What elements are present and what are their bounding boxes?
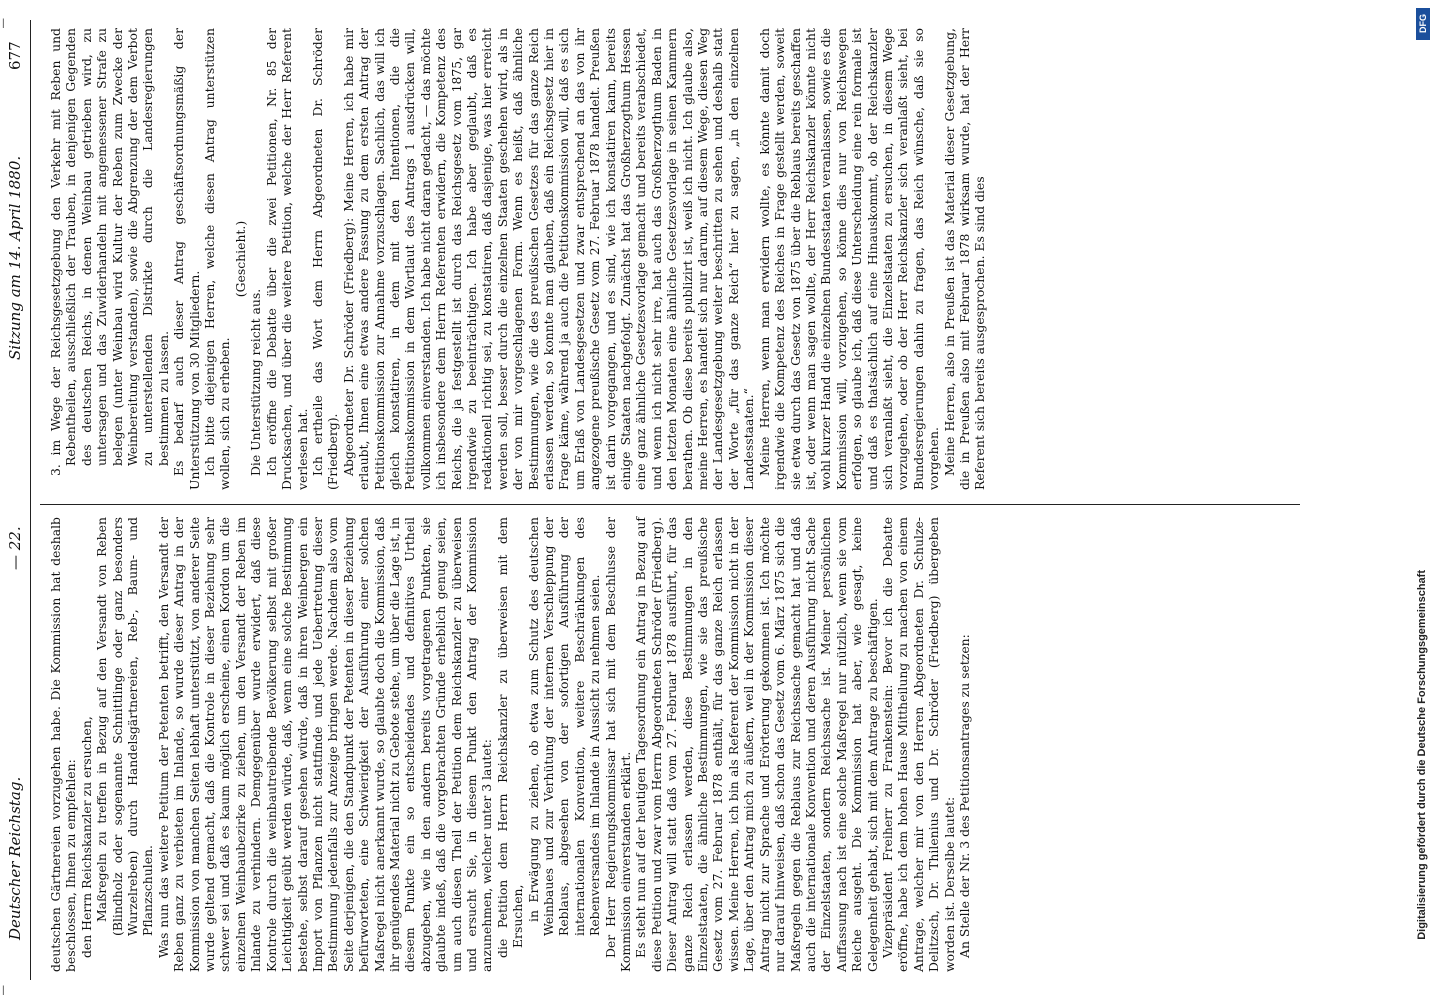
paragraph: Was nun das weitere Petitum der Petenten betrifft, den Versandt der Reben ganz zu verbieten im Inlande, so wurde dieser Antrag in der Kommission von manchen Seiten lebhaft unterstützt, von anderer Seite wurde geltend gemacht, daß die Kontrole in dieser Beziehung sehr schwer sei und daß es kaum möglich erscheine, einen Kordon um die einzelnen Weinbaubezirke zu ziehen, um den Versandt der Reben im Inlande zu verhindern. Demgegenüber wurde erwidert, daß diese Kontrole durch die weinbautreibende Bevölkerung selbst mit großer Leichtigkeit geübt werden würde, daß, wenn eine solche Bestimmung bestehe, selbst darauf gesehen würde, daß in ihren Weinbergen ein Import von Pflanzen nicht stattfinde und jede Uebertretung dieser Bestimmung jedenfalls zur Anzeige bringen werde. Nachdem also vom Seite derjenigen, die den Standpunkt der Petenten in dieser Beziehung befürworteten, eine Schwierigkeit der Ausführung einer solchen Maßregel nicht anerkannt wurde, so glaubte doch die Kommission, daß ihr genügendes Material nicht zu Gebote stehe, um über die Lage ist, in diesem Punkte ein so entscheidendes und definitives Urtheil abzugeben, wie in den andern bereits vorgetragenen Punkten, sie glaubte indeß, daß die vorgebrachten Gründe erheblich genug seien, um auch diesen Theil der Petition dem Reichskanzler zu überweisen und ersucht Sie, in diesem Punkt den Antrag der Kommission anzunehmen, welcher unter 3 lautet: xyxy=(155,517,495,972)
paragraph: Maßregeln zu treffen in Bezug auf den Versandt von Reben (Blindholz oder sogenannte Schnittlinge oder ganz besonders Wurzelreben) durch Handelsgärtnereien, Reb-, Baum- und Pflanzschulen. xyxy=(94,517,156,936)
paragraph: Ich eröffne die Debatte über die zwei Petitionen, Nr. 85 der Drucksachen, und über die weitere Petition, welche der Herr Referent verlesen hat. xyxy=(263,28,310,490)
column-rule xyxy=(40,504,1300,505)
paragraph: Abgeordneter Dr. Schröder (Friedberg): Meine Herren, ich habe mir erlaubt, Ihnen eine etwas andere Fassung zu dem ersten Antrag der Petitionskommission zur Annahme vorzuschlagen. Sachlich, das will ich gleich konstatiren, in dem mit den Intentionen, die die Petitionskommission in dem Wortlaut des Antrags 1 ausdrücken will, vollkommen einverstanden. Ich habe nicht daran gedacht, — das möchte ich insbesondere dem Herrn Referenten erwidern, die Kompetenz des Reichs, die ja festgestellt ist durch das Reichsgesetz vom 1875, gar irgendwie zu beeinträchtigen. Ich habe aber geglaubt, daß es redaktionell richtig sei, zu konstatiren, daß dasjenige, was hier erreicht werden soll, besser durch die einzelnen Staaten geschehen wird, als in der von mir vorgeschlagenen Form. Wenn es heißt, daß ähnliche Bestimmungen, wie die des preußischen Gesetzes für das ganze Reich erlassen werden, so konnte man glauben, daß ein Reichsgesetz hier in Frage käme, während ja auch die Petitionskommission will, daß es sich um Erlaß von Landesgesetzen und zwar entsprechend an das von ihr angezogene preußische Gesetz vom 27. Februar 1878 handelt. Preußen ist darin vorgegangen, und es sind, wie ich konstatiren kann, bereits einige Staaten nachgefolgt. Zunächst hat das Großherzogthum Hessen eine ganz ähnliche Gesetzesvorlage gemacht und bereits verabschiedet, und wenn ich nicht sehr irre, hat auch das Großherzogthum Baden in den letzten Monaten eine ähnliche Gesetzesvorlage in seinen Kammern berathen. Ob diese bereits publizirt ist, weiß ich nicht. Ich glaube also, meine Herren, es handelt sich nur darum, auf diesem Wege, diesen Weg der Landesgesetzgebung weiter beschritten zu sehen und deshalb statt der Worte „für das ganze Reich“ hier zu sagen, „in den einzelnen Landesstaaten.“ xyxy=(340,28,757,490)
session-number: — 22. xyxy=(6,526,24,570)
left-column xyxy=(48,517,972,972)
paragraph: Ich bitte diejenigen Herren, welche diesen Antrag unterstützen wollen, sich zu erheben. xyxy=(202,28,233,490)
paragraph: den Herrn Reichskanzler zu ersuchen, xyxy=(78,716,94,958)
paragraph: (Geschieht.) xyxy=(232,220,248,298)
paragraph: Der Herr Regierungskommissar hat sich mit dem Beschlusse der Kommission einverstanden erklärt. xyxy=(602,517,634,972)
paragraph: Meine Herren, wenn man erwidern wollte, es könnte damit doch irgendwie die Kompetenz des Reiches in Frage gestellt werden, soweit sie etwa durch das Gesetz von 1875 über die Reblaus bereits geschaffen ist, oder wenn man sagen wollte, der Herr Reichskanzler könnte nicht wohl kurzer Hand die einzelnen Bundesstaaten veranlassen, sowie es die Kommission will, vorzugehen, so könne dies nur von Reichswegen erfolgen, so glaube ich, daß diese Unterscheidung eine rein formale ist und daß es thatsächlich auf eine Hinauskommt, ob der Reichskanzler sich veranlaßt sieht, die Einzelstaaten zu ersuchen, in diesem Wege vorzugehen, oder ob der Herr Reichskanzler sich veranlaßt sieht, bei Bundesregierungen dahin zu fragen, das Reich wünsche, daß sie so vorgehen. xyxy=(756,28,942,490)
paragraph: Ich ertheile das Wort dem Herrn Abgeordneten Dr. Schröder (Friedberg). xyxy=(309,28,341,490)
paragraph: Vizepräsident Freiherr zu Frankenstein: Bevor ich die Debatte eröffne, habe ich dem hohen Hause Mittheilung zu machen von einem Antrage, welcher mir von den Herren Abgeordneten Dr. Schulze-Delitzsch, Dr. Thilenius und Dr. Schröder (Friedberg) übergeben worden ist. Derselbe lautet: xyxy=(879,517,957,972)
paragraph: Die Unterstützung reicht aus. xyxy=(248,288,264,476)
page-number: 677 xyxy=(6,41,24,70)
digitization-note: Digitalisierung gefördert durch die Deutsche Forschungsgemeinschaft xyxy=(1416,570,1428,940)
paragraph: 3. im Wege der Reichsgesetzgebung den Verkehr mit Reben und Rebentheilen, ausschließlich der Trauben, in denjenigen Gegenden des deutschen Reichs, in denen Weinbau getrieben wird, zu untersagen und das Zuwiderhandeln mit angemessener Strafe zu belegen (unter Weinbau wird Kultur der Reben zum Zwecke der Weinbereitung verstanden), sowie die Abgrenzung der dem Verbot zu unterstellenden Distrikte durch die Landesregierungen bestimmen zu lassen. xyxy=(48,28,171,476)
paragraph: in Erwägung zu ziehen, ob etwa zum Schutz des deutschen Weinbaues und zur Verhütung der internen Verschleppung der Reblaus, abgesehen von der sofortigen Ausführung der internationalen Konvention, weitere Beschränkungen des Rebenversandes im Inlande in Aussicht zu nehmen seien. xyxy=(525,517,603,936)
running-title: Deutscher Reichstag. xyxy=(6,776,24,940)
paragraph: Es bedarf auch dieser Antrag geschäftsordnungsmäßig der Unterstützung von 30 Mitgliedern. xyxy=(171,28,202,490)
paragraph: Meine Herren, also in Preußen ist das Material dieser Gesetzgebung, die in Preußen also mit Februar 1878 wirksam wurde, hat der Herr Referent sich bereits ausgesprochen. Es sind dies xyxy=(941,28,988,490)
paragraph: deutschen Gärtnereien vorzugehen habe. Die Kommission hat deshalb beschlossen, Ihnen zu empfehlen: xyxy=(48,517,79,972)
binding-mark: | xyxy=(2,18,5,29)
right-column xyxy=(48,28,988,490)
header-rule xyxy=(30,20,31,980)
binding-mark: | xyxy=(2,985,5,996)
paragraph: die Petition dem Herrn Reichskanzler zu überweisen mit dem Ersuchen, xyxy=(494,517,526,958)
paragraph: An Stelle der Nr. 3 des Petitionsantrages zu setzen: xyxy=(956,634,972,958)
session-date: Sitzung am 14. April 1880. xyxy=(6,155,24,360)
paragraph: Es steht nun auf der heutigen Tagesordnung ein Antrag in Bezug auf diese Petition und zwar vom Herrn Abgeordneten Schröder (Friedberg). Dieser Antrag will statt daß vom 27. Februar 1878 ausführt, für das ganze Reich erlassen werden, diese Bestimmungen in den Einzelstaaten, die ähnliche Bestimmungen, wie sie das preußische Gesetz vom 27. Februar 1878 enthält, für das ganze Reich erlassen wissen. Meine Herren, ich bin als Referent der Kommission nicht in der Lage, über den Antrag mich zu äußern, weil in der Kommission dieser Antrag nicht zur Sprache und Erörterung gekommen ist. Ich möchte nur darauf hinweisen, daß schon das Gesetz vom 6. März 1875 sich die Maßregeln gegen die Reblaus zur Reichssache gemacht hat und daß auch die internationale Konvention und deren Ausführung nicht Sache der Einzelstaaten, sondern Reichssache ist. Meiner persönlichen Auffassung nach ist eine solche Maßregel nur nützlich, wenn sie vom Reiche ausgeht. Die Kommission hat aber, wie gesagt, keine Gelegenheit gehabt, sich mit dem Antrage zu beschäftigen. xyxy=(633,517,880,972)
dfg-logo: DFG xyxy=(1416,8,1430,40)
